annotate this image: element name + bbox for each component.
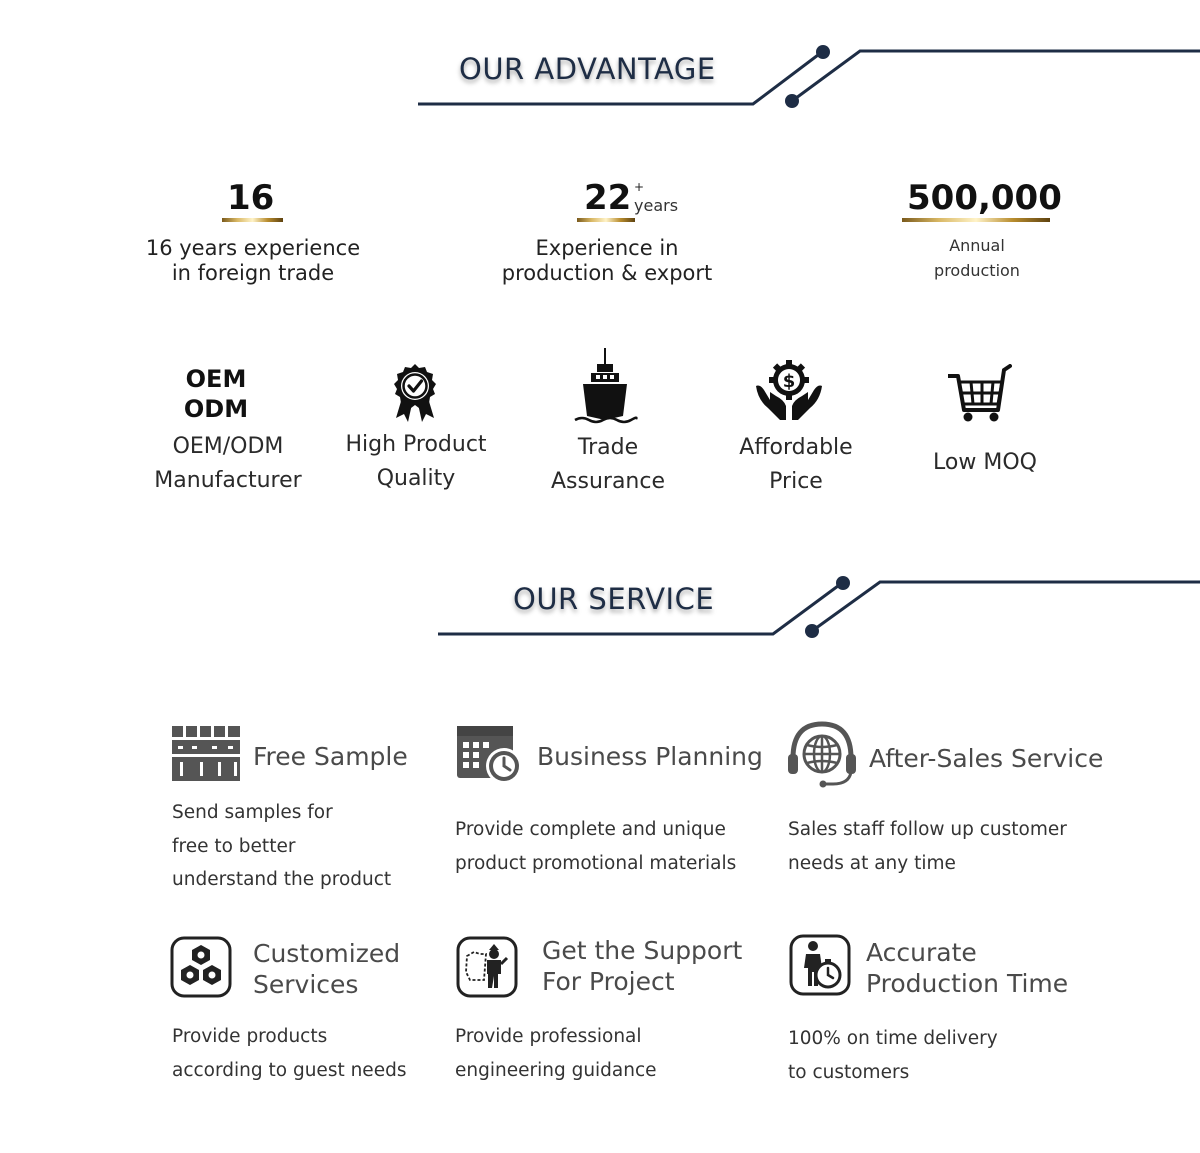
stat-gold-underline <box>222 218 283 222</box>
service-description: Sales staff follow up customer needs at any time <box>788 819 1067 874</box>
service-description: Send samples for free to better understand the product <box>172 802 392 890</box>
feature-label: Affordable Price <box>739 435 853 494</box>
oem-odm-icon: OEM ODM <box>183 365 249 423</box>
service-description: 100% on time delivery to customers <box>788 1028 998 1083</box>
stat-label: 16 years experience in foreign trade <box>145 236 361 285</box>
service-title: After-Sales Service <box>869 744 1104 773</box>
ship-icon <box>570 346 640 426</box>
feature-label: High Product Quality <box>345 432 487 491</box>
service-title: Get the Support For Project <box>542 936 743 996</box>
service-title: Customized Services <box>253 939 401 999</box>
stat-gold-underline <box>902 218 1050 222</box>
sample-box-icon <box>172 726 240 782</box>
hands-dollar-icon <box>754 360 824 422</box>
quality-badge-icon <box>390 362 440 422</box>
feature-label: OEM/ODM Manufacturer <box>154 434 302 493</box>
feature-label: Low MOQ <box>933 450 1037 475</box>
service-description: Provide professional engineering guidance <box>455 1026 657 1081</box>
stopwatch-person-icon <box>789 934 851 996</box>
hexagons-icon <box>170 936 232 998</box>
stat-label: Annual production <box>934 236 1020 280</box>
service-section-title: OUR SERVICE <box>513 582 715 616</box>
stat-plus-sup: + <box>634 180 645 194</box>
feature-label: Trade Assurance <box>550 435 666 494</box>
stat-label: Experience in production & export <box>501 236 713 285</box>
shopping-cart-icon <box>946 364 1012 424</box>
stat-number: 500,000 <box>907 178 1062 218</box>
planning-calendar-icon <box>455 724 525 786</box>
stat-number: 22 <box>584 178 632 218</box>
engineer-icon <box>456 936 518 998</box>
svg-text:$: $ <box>782 371 796 392</box>
service-title: Business Planning <box>537 742 763 771</box>
stat-years-unit: years <box>634 196 679 215</box>
advantage-section-title: OUR ADVANTAGE <box>459 52 716 86</box>
stat-number: 16 <box>227 178 275 218</box>
service-title: Accurate Production Time <box>866 938 1069 998</box>
service-description: Provide products according to guest needs <box>172 1026 407 1081</box>
service-description: Provide complete and unique product promotional materials <box>455 819 737 874</box>
stat-gold-underline <box>577 218 635 222</box>
headset-globe-icon <box>787 718 857 788</box>
service-title: Free Sample <box>253 742 408 771</box>
